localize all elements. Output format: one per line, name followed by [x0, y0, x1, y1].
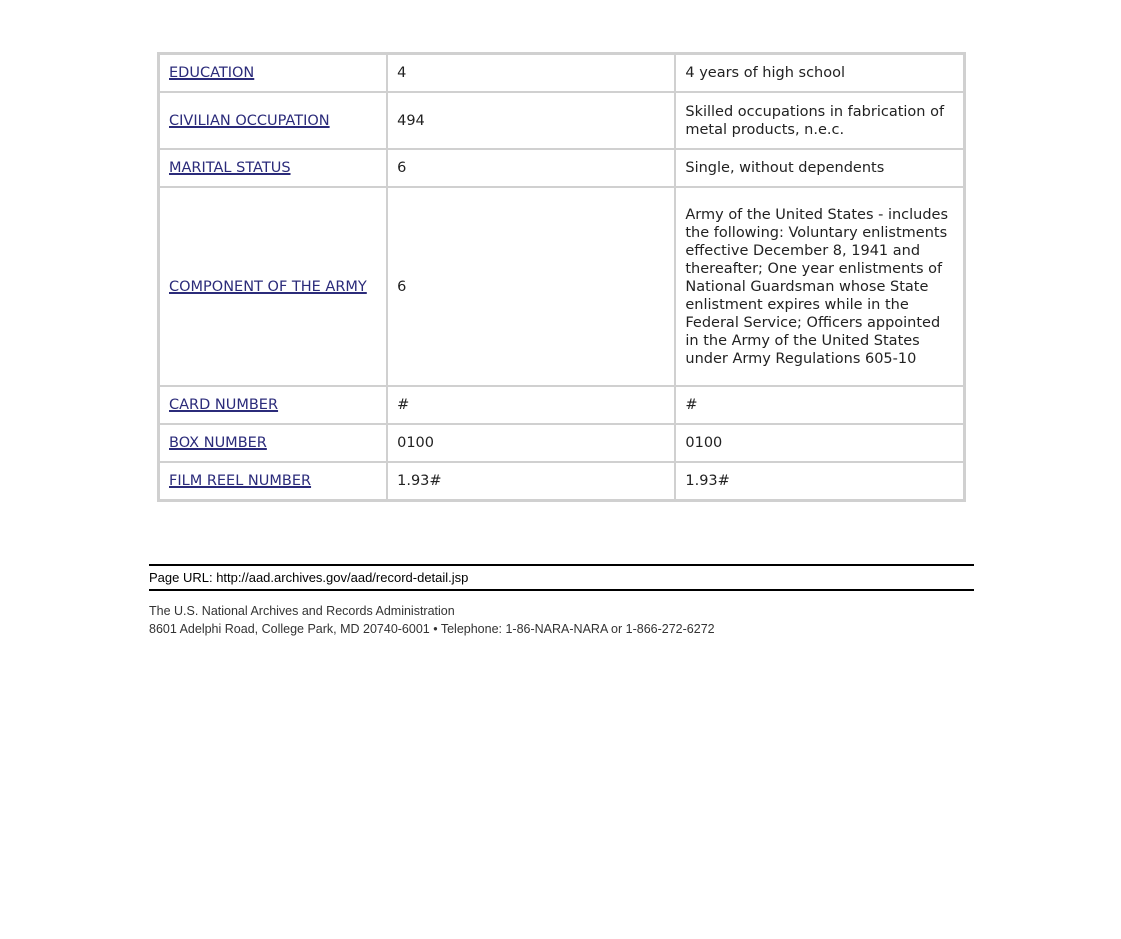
field-link-civilian-occupation[interactable]: CIVILIAN OCCUPATION — [169, 112, 330, 129]
meaning-cell: 1.93# — [675, 462, 964, 500]
table-row — [159, 54, 964, 92]
table-row — [159, 424, 964, 462]
field-link-card-number[interactable]: CARD NUMBER — [169, 397, 279, 413]
field-name-cell — [159, 92, 387, 149]
field-link-component-of-the-army[interactable]: COMPONENT OF THE ARMY — [169, 278, 367, 295]
page-url: Page URL: http://aad.archives.gov/aad/record-detail.jsp — [149, 570, 469, 585]
field-name-cell — [159, 187, 387, 386]
field-name-cell — [159, 462, 387, 500]
record-detail-table — [157, 52, 966, 502]
meaning-cell: Skilled occupations in fabrication of metal products, n.e.c. — [675, 92, 964, 149]
code-cell: 4 — [387, 54, 675, 92]
footer-top-divider — [149, 564, 974, 566]
code-cell: 6 — [387, 187, 675, 386]
table-row — [159, 386, 964, 424]
field-link-education[interactable]: EDUCATION — [169, 65, 255, 81]
meaning-cell: 0100 — [675, 424, 964, 462]
table-row — [159, 462, 964, 500]
code-cell: 6 — [387, 149, 675, 187]
footer-bottom-divider — [149, 589, 974, 591]
field-link-marital-status[interactable]: MARITAL STATUS — [169, 160, 291, 176]
meaning-cell: Army of the United States - includes the following: Voluntary enlistments effective December 8, 1941 and thereafter; One year enlistments of National Guardsman whose State enlistment expires while in the Federal Service; Officers appointed in the Army of the United States under Army Regulations 605-10 — [675, 187, 964, 386]
field-name-cell — [159, 424, 387, 462]
table-row — [159, 92, 964, 149]
code-cell: 494 — [387, 92, 675, 149]
org-name: The U.S. National Archives and Records Administration — [149, 604, 455, 618]
code-cell: 0100 — [387, 424, 675, 462]
org-info — [149, 602, 974, 638]
field-name-cell — [159, 386, 387, 424]
meaning-cell: # — [675, 386, 964, 424]
org-address: 8601 Adelphi Road, College Park, MD 20740-6001 • Telephone: 1-86-NARA-NARA or 1-866-272-6272 — [149, 622, 715, 636]
meaning-cell: Single, without dependents — [675, 149, 964, 187]
code-cell: 1.93# — [387, 462, 675, 500]
field-name-cell — [159, 54, 387, 92]
code-cell: # — [387, 386, 675, 424]
field-link-film-reel-number[interactable]: FILM REEL NUMBER — [169, 473, 312, 489]
field-link-box-number[interactable]: BOX NUMBER — [169, 435, 267, 451]
field-name-cell — [159, 149, 387, 187]
meaning-cell: 4 years of high school — [675, 54, 964, 92]
table-row — [159, 187, 964, 386]
table-row — [159, 149, 964, 187]
